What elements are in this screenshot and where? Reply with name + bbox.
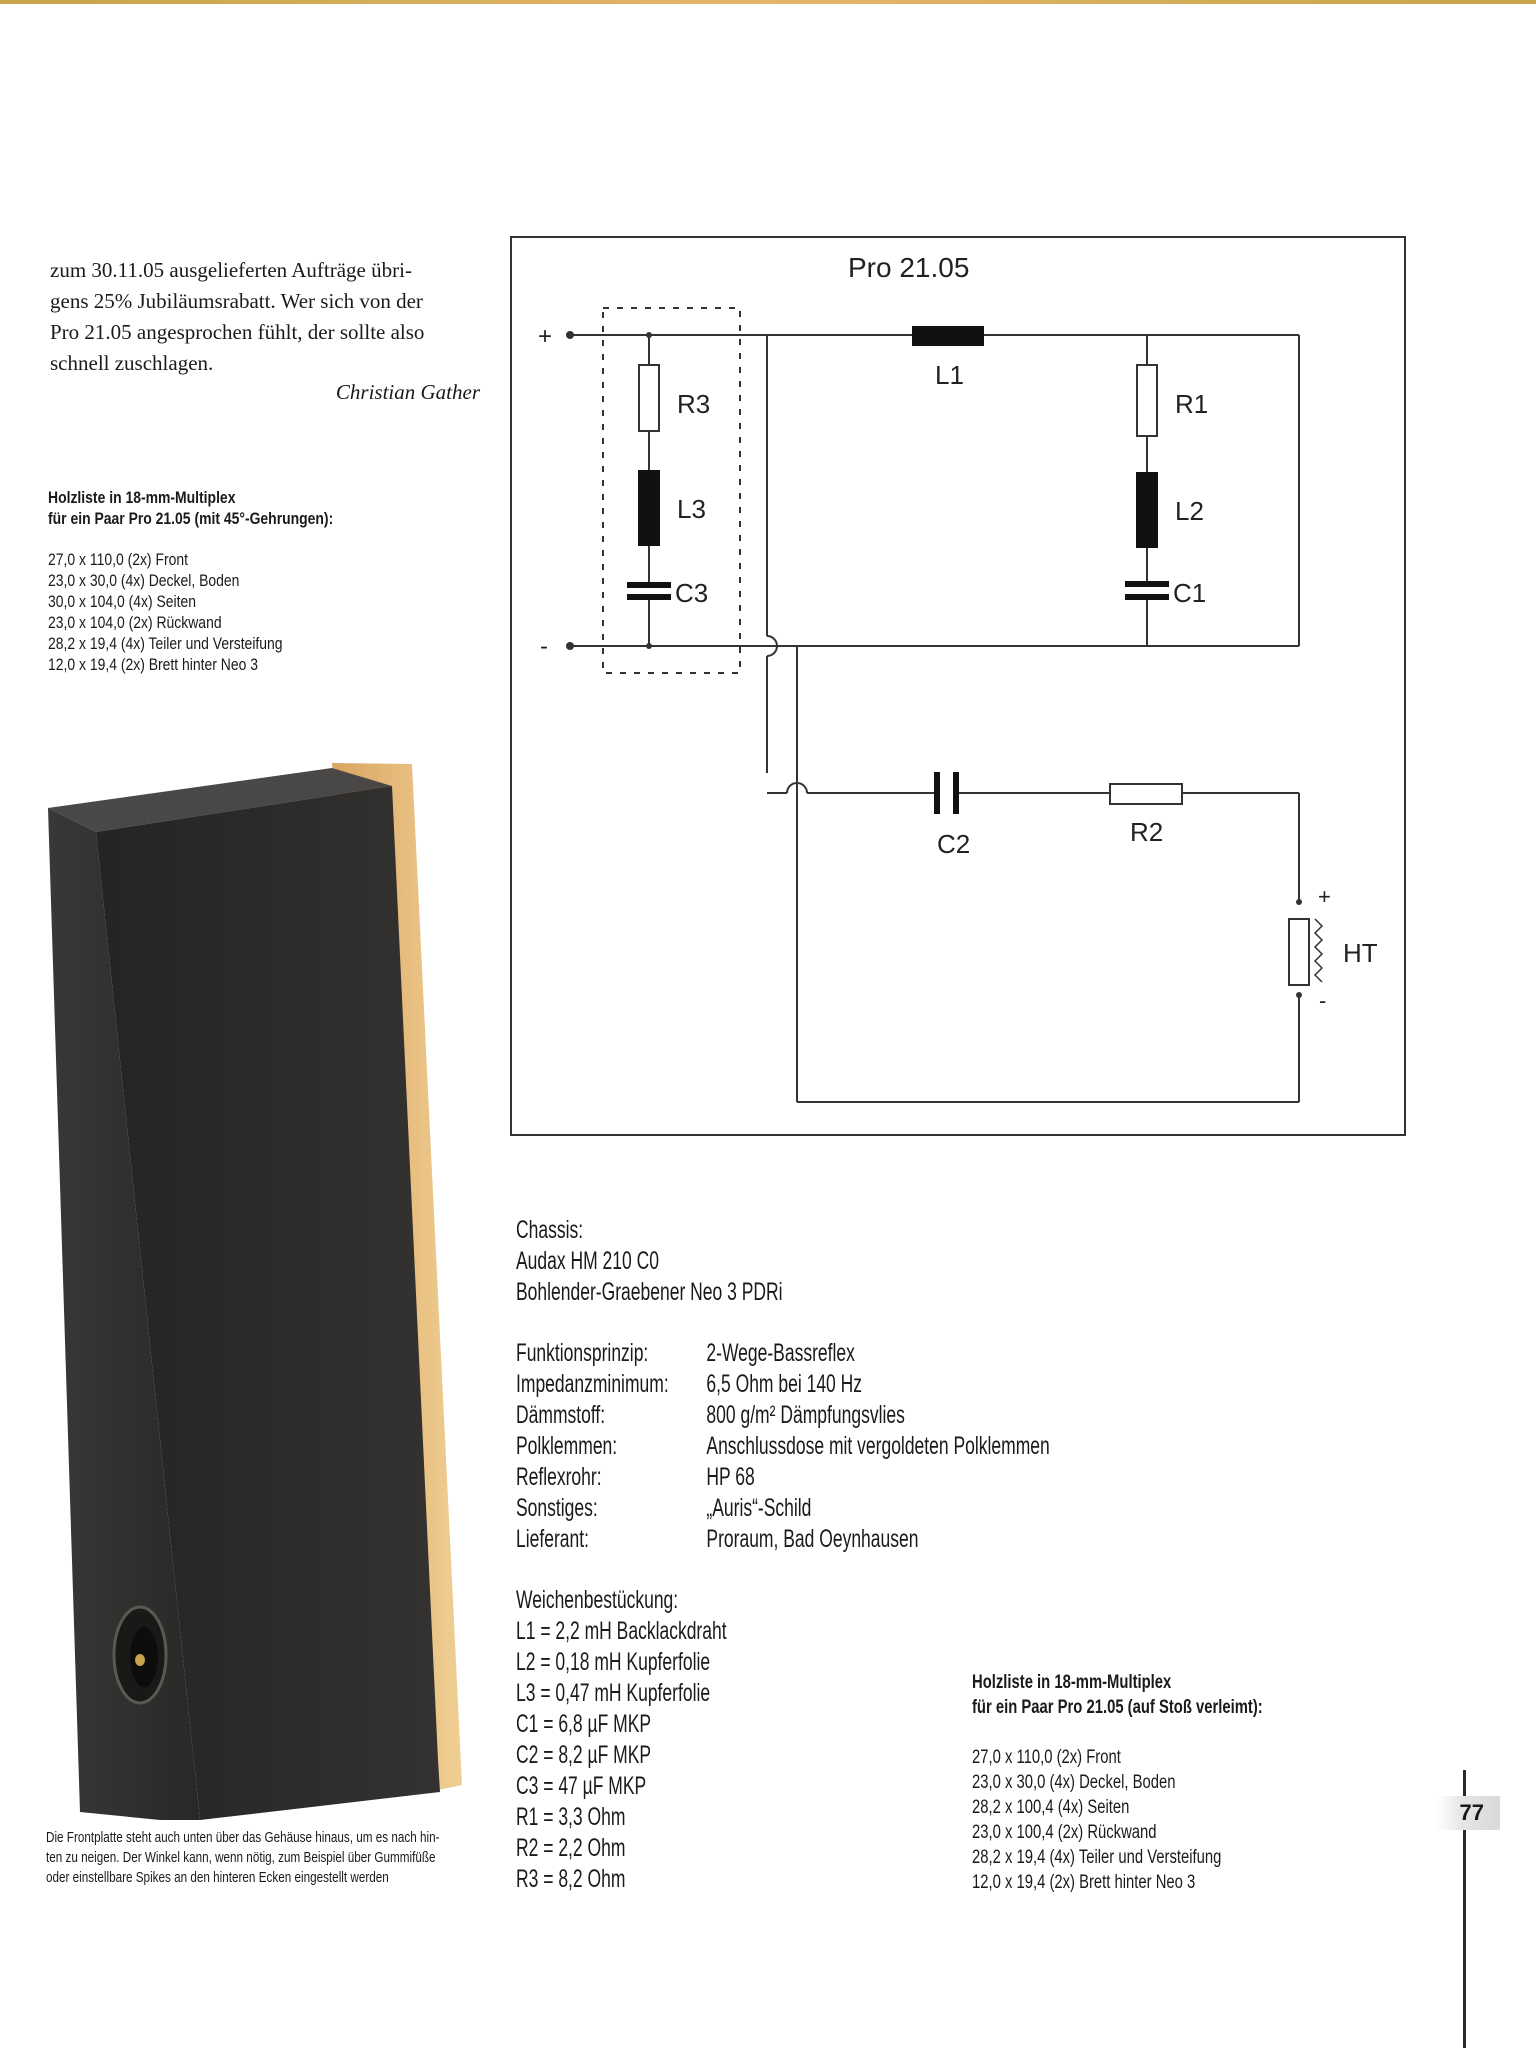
spec-row (516, 1462, 1050, 1493)
spec-key: Reflexrohr: (516, 1463, 602, 1491)
crossover-item: R3 = 8,2 Ohm (516, 1865, 626, 1893)
label-C3: C3 (675, 578, 709, 608)
label-C2: C2 (937, 829, 971, 859)
wood-list-item: 27,0 x 110,0 (2x) Front (48, 550, 188, 569)
crossover-label: Weichenbestückung: (516, 1586, 679, 1614)
tweeter-minus-label: - (1319, 988, 1327, 1013)
spec-key: Lieferant: (516, 1525, 589, 1553)
speaker-photo (40, 760, 480, 1820)
minus-terminal-label: - (540, 633, 548, 660)
wood-list-heading: für ein Paar Pro 21.05 (mit 45°-Gehrungen): (48, 509, 334, 528)
tweeter-plus-label: + (1318, 884, 1331, 909)
top-color-bar (0, 0, 1536, 4)
wood-list-heading: für ein Paar Pro 21.05 (auf Stoß verleimt): (972, 1697, 1263, 1718)
crossover-item: L1 = 2,2 mH Backlackdraht (516, 1617, 727, 1645)
spec-row (516, 1369, 1050, 1400)
spec-value: 800 g/m² Dämpfungsvlies (706, 1401, 905, 1429)
spec-value: Anschlussdose mit vergoldeten Polklemmen (706, 1432, 1050, 1460)
spec-key: Impedanzminimum: (516, 1370, 669, 1398)
spec-row (516, 1400, 1050, 1431)
caption-line: Die Frontplatte steht auch unten über das Gehäuse hinaus, um es nach hin- (46, 1829, 440, 1846)
wood-list-item: 23,0 x 30,0 (4x) Deckel, Boden (48, 571, 240, 590)
crossover-schematic (510, 236, 1406, 1136)
page-number-tab (1436, 1796, 1500, 1830)
specs-block (516, 1215, 1050, 1895)
spec-key: Funktionsprinzip: (516, 1339, 649, 1367)
caption-line: oder einstellbare Spikes an den hinteren Ecken eingestellt werden (46, 1869, 389, 1886)
spec-value: „Auris“-Schild (706, 1494, 812, 1522)
intro-line: schnell zuschlagen. (50, 351, 214, 375)
spec-value: 2-Wege-Bassreflex (706, 1339, 855, 1367)
crossover-item: L3 = 0,47 mH Kupferfolie (516, 1679, 711, 1707)
chassis-item: Bohlender-Graebener Neo 3 PDRi (516, 1278, 783, 1306)
wood-list-item: 23,0 x 30,0 (4x) Deckel, Boden (972, 1772, 1176, 1793)
spec-key: Dämmstoff: (516, 1401, 606, 1429)
spec-row (516, 1338, 1050, 1369)
spec-value: HP 68 (706, 1463, 755, 1491)
intro-line: zum 30.11.05 ausgelieferten Aufträge übri- (50, 258, 412, 282)
crossover-item: R1 = 3,3 Ohm (516, 1803, 626, 1831)
intro-line: gens 25% Jubiläumsrabatt. Wer sich von der (50, 289, 423, 313)
spec-value: 6,5 Ohm bei 140 Hz (706, 1370, 863, 1398)
intro-paragraph (50, 255, 480, 379)
crossover-item: C3 = 47 µF MKP (516, 1772, 647, 1800)
wood-list-heading: Holzliste in 18-mm-Multiplex (48, 488, 236, 507)
wood-list-item: 28,2 x 19,4 (4x) Teiler und Versteifung (972, 1847, 1222, 1868)
wood-list-item: 23,0 x 104,0 (2x) Rückwand (48, 613, 222, 632)
wood-list-item: 12,0 x 19,4 (2x) Brett hinter Neo 3 (48, 655, 258, 674)
chassis-label: Chassis: (516, 1216, 584, 1244)
label-L3: L3 (677, 494, 706, 524)
spec-key: Polklemmen: (516, 1432, 618, 1460)
intro-line: Pro 21.05 angesprochen fühlt, der sollte also (50, 320, 425, 344)
schematic-title: Pro 21.05 (848, 252, 970, 283)
schematic-drawing (512, 238, 1404, 1134)
wood-list-item: 23,0 x 100,4 (2x) Rückwand (972, 1822, 1157, 1843)
chassis-item: Audax HM 210 C0 (516, 1247, 659, 1275)
label-R3: R3 (677, 389, 711, 419)
page-number: 77 (1459, 1800, 1484, 1825)
wood-list-item: 12,0 x 19,4 (2x) Brett hinter Neo 3 (972, 1872, 1196, 1893)
wood-list-item: 27,0 x 110,0 (2x) Front (972, 1747, 1121, 1768)
photo-caption (46, 1828, 439, 1888)
wood-list-heading: Holzliste in 18-mm-Multiplex (972, 1672, 1172, 1693)
wood-list-mitre (48, 487, 333, 675)
author-name: Christian Gather (335, 380, 480, 404)
wood-list-item: 28,2 x 19,4 (4x) Teiler und Versteifung (48, 634, 283, 653)
crossover-item: C2 = 8,2 µF MKP (516, 1741, 652, 1769)
crossover-item: R2 = 2,2 Ohm (516, 1834, 626, 1862)
wood-list-item: 30,0 x 104,0 (4x) Seiten (48, 592, 197, 611)
crossover-item: L2 = 0,18 mH Kupferfolie (516, 1648, 711, 1676)
label-C1: C1 (1173, 578, 1207, 608)
label-R1: R1 (1175, 389, 1209, 419)
label-L1: L1 (935, 360, 964, 390)
wood-list-item: 28,2 x 100,4 (4x) Seiten (972, 1797, 1130, 1818)
label-HT: HT (1343, 938, 1378, 968)
label-L2: L2 (1175, 496, 1204, 526)
spec-row (516, 1493, 1050, 1524)
crossover-item: C1 = 6,8 µF MKP (516, 1710, 652, 1738)
spec-row (516, 1431, 1050, 1462)
spec-key: Sonstiges: (516, 1494, 598, 1522)
wood-list-butt-joint (972, 1670, 1263, 1895)
plus-terminal-label: + (538, 323, 553, 350)
spec-row (516, 1524, 1050, 1555)
spec-value: Proraum, Bad Oeynhausen (706, 1525, 919, 1553)
caption-line: ten zu neigen. Der Winkel kann, wenn nötig, zum Beispiel über Gummifüße (46, 1849, 436, 1866)
label-R2: R2 (1130, 817, 1164, 847)
